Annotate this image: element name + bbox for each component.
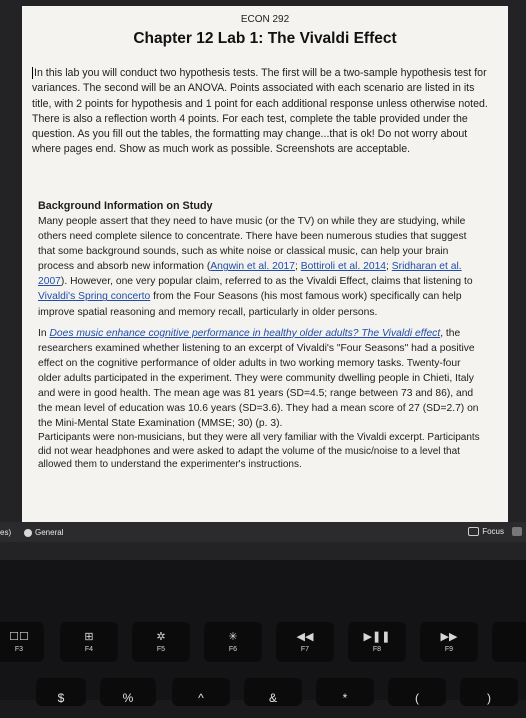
rewind-icon: ◀◀ <box>296 631 314 643</box>
para-text: , the researchers examined whether listening to an excerpt of Vivaldi's "Four Seasons" had a positive effect on the cognitive performance of older adults in two working memory tasks. Twenty-four older adults participated in the experiment. They were community dwelling people in Chieti, Italy and were in good health. The mean age was 81 years (SD=4.5; range between 73 and 86), and the mean level of education was 10.6 years (SD=3.6). They had a mean score of 27 (SD=2.7) on the Mini-Mental State Examination (MMSE; 30) (p. 3). <box>38 327 479 430</box>
key-f4[interactable] <box>60 622 118 662</box>
key-f5[interactable] <box>132 622 190 662</box>
status-bar <box>0 522 526 542</box>
study-link[interactable]: Does music enhance cognitive performance in healthy older adults? The Vivaldi effect <box>49 327 441 339</box>
focus-label: Focus <box>482 527 504 536</box>
key-9[interactable]: ( <box>388 678 446 706</box>
general-label: General <box>35 528 64 537</box>
key-5[interactable]: % <box>100 678 156 706</box>
text-cursor <box>32 67 33 79</box>
course-header: ECON 292 <box>240 14 290 25</box>
spring-concerto-link[interactable]: Vivaldi's Spring concerto <box>38 291 151 303</box>
keyboard <box>0 560 526 705</box>
study-paragraph <box>38 326 484 432</box>
key-label: F5 <box>156 646 166 653</box>
citation-link-sridharan[interactable]: Sridharan et al. 2007 <box>38 261 462 288</box>
section-heading: Background Information on Study <box>38 200 213 212</box>
key-6[interactable]: ^ <box>172 678 230 706</box>
intro-text: In this lab you will conduct two hypothesis tests. The first will be a two-sample hypothesis test for variances. The second will be an ANOVA. Points associated with each scenario are listed in its title, with 2 points for hypothesis and 1 point for each additional response unless otherwise noted. There is also a reflection worth 4 points. For each test, complete the table provided under the question. As you fill out the tables, the formatting may change...that is ok! Do not worry about where pages end. Show as much work as possible. Screenshots are acceptable. <box>32 67 488 156</box>
gear-icon <box>24 529 32 537</box>
key-label: F8 <box>372 646 382 653</box>
key-f7[interactable] <box>276 622 334 662</box>
key-label: F3 <box>14 646 24 653</box>
play-pause-icon: ▶❚❚ <box>363 631 391 643</box>
para-text: In <box>38 327 50 339</box>
focus-icon <box>468 527 479 536</box>
para-text: from the Four Seasons (his most famous work) specifically can help improve spatial reasoning and memory recall, particularly in older persons. <box>38 291 462 318</box>
key-7[interactable]: & <box>244 678 302 706</box>
key-f9[interactable] <box>420 622 478 662</box>
focus-button[interactable] <box>468 527 504 536</box>
key-f8[interactable] <box>348 622 406 662</box>
para-text: Many people assert that they need to have music (or the TV) on while they are studying, while others need complete silence to concentrate. There have been numerous studies that suggest that some background sounds, such as white noise or classical music, can help your brain process and absorb new information ( <box>38 216 467 273</box>
key-0[interactable]: ) <box>460 678 518 706</box>
launchpad-icon: ⊞ <box>84 631 94 643</box>
citation-link-bottiroli[interactable]: Bottiroli et al. 2014 <box>300 261 387 273</box>
key-label: F7 <box>300 646 310 653</box>
participants-paragraph: Participants were non-musicians, but they were all very familiar with the Vivaldi excerpt. Participants did not wear headphones and were asked to adapt the volume of the music/noise to a level that allowed them to understand the experimenter's instructions. <box>38 432 480 471</box>
separator: ; <box>386 261 392 273</box>
key-f10[interactable] <box>492 622 526 662</box>
key-f6[interactable] <box>204 622 262 662</box>
background-section <box>38 199 484 472</box>
view-layout-icon[interactable] <box>512 527 522 536</box>
document-page[interactable] <box>22 6 508 522</box>
key-label: F4 <box>84 646 94 653</box>
backlight-down-icon: ✲ <box>156 631 166 643</box>
key-4[interactable]: $ <box>36 678 86 706</box>
background-paragraph <box>38 214 484 320</box>
key-label: F9 <box>444 646 454 653</box>
key-8[interactable]: * <box>316 678 374 706</box>
document-title: Chapter 12 Lab 1: The Vivaldi Effect <box>133 30 397 47</box>
mission-control-icon: ☐☐ <box>9 631 29 643</box>
backlight-up-icon: ✳ <box>228 631 238 643</box>
para-text: ). However, one very popular claim, referred to as the Vivaldi Effect, claims that listening to <box>60 276 473 288</box>
status-fragment: es) <box>0 528 12 537</box>
intro-paragraph[interactable] <box>32 66 492 158</box>
fast-forward-icon: ▶▶ <box>440 631 458 643</box>
style-general[interactable] <box>24 528 63 537</box>
key-f3[interactable] <box>0 622 44 662</box>
citation-link-angwin[interactable]: Angwin et al. 2017 <box>210 261 296 273</box>
key-label: F6 <box>228 646 238 653</box>
separator: ; <box>295 261 301 273</box>
